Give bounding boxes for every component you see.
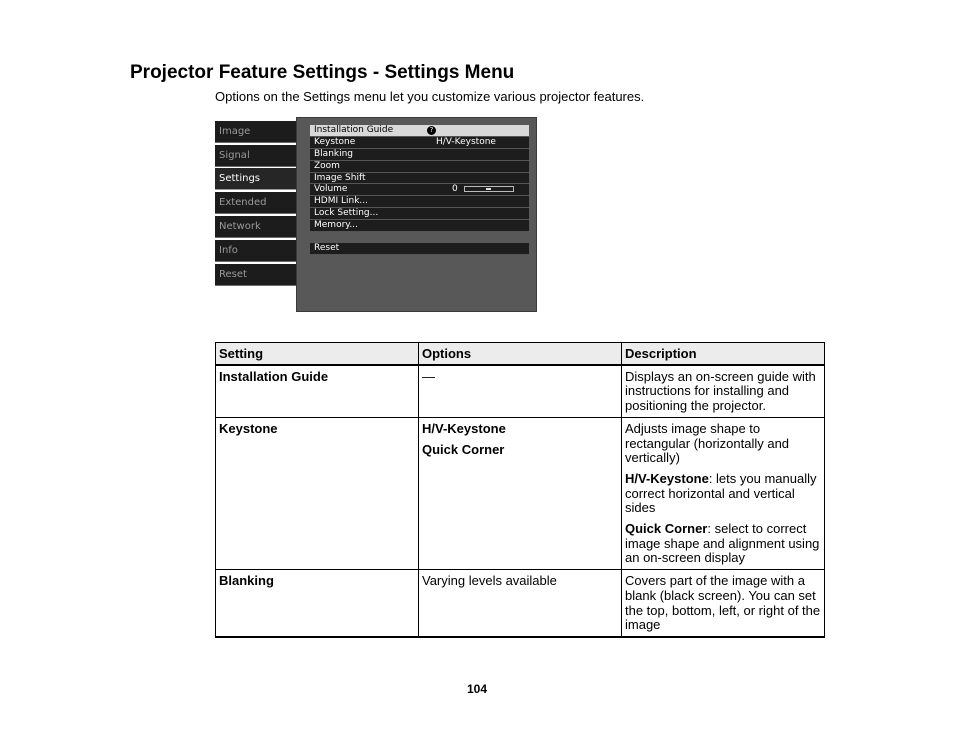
volume-slider: [464, 186, 514, 192]
osd-item-memory: [310, 220, 529, 232]
osd-tab-extended: Extended: [215, 192, 297, 214]
column-header-setting: Setting: [216, 343, 419, 365]
description-cell: [622, 417, 825, 569]
osd-item-lock-setting: [310, 208, 529, 220]
setting-cell: Blanking: [216, 570, 419, 637]
osd-item-hdmi-link: [310, 196, 529, 208]
osd-item-image-shift: [310, 173, 529, 185]
page-title: Projector Feature Settings - Settings Menu: [130, 62, 515, 83]
osd-item-reset: [310, 243, 529, 255]
table-header-row: [216, 343, 825, 365]
description-note: [625, 522, 821, 566]
description-cell: Displays an on-screen guide with instructions for installing and positioning the projector.: [622, 365, 825, 418]
note-text: : lets you manually correct horizontal and vertical sides: [625, 470, 817, 516]
column-header-options: Options: [419, 343, 622, 365]
column-header-description: Description: [622, 343, 825, 365]
osd-item-label: Reset: [314, 243, 340, 254]
osd-item-installation-guide: [310, 125, 529, 137]
settings-menu-screenshot: [215, 117, 537, 312]
osd-tab-network: Network: [215, 216, 297, 238]
setting-cell: Installation Guide: [216, 365, 419, 418]
osd-item-zoom: [310, 161, 529, 173]
note-text: : select to correct image shape and alignment using an on-screen display: [625, 521, 820, 566]
osd-item-label: Lock Setting...: [314, 208, 379, 219]
osd-tab-info: Info: [215, 240, 297, 262]
options-cell: Varying levels available: [419, 570, 622, 637]
table-row: [216, 570, 825, 637]
osd-volume-value: 0: [452, 184, 458, 195]
osd-settings-panel: [296, 117, 537, 312]
osd-item-label: Keystone: [314, 136, 356, 147]
page-number: 104: [466, 682, 488, 696]
option-value: H/V-Keystone: [422, 420, 506, 436]
osd-tab-reset: Reset: [215, 264, 297, 286]
table-row: [216, 365, 825, 418]
help-icon: ?: [427, 126, 436, 135]
osd-item-label: Zoom: [314, 160, 340, 171]
osd-tab-signal: Signal: [215, 145, 297, 167]
osd-item-label: Memory...: [314, 220, 358, 231]
description-note: [625, 472, 821, 516]
option-value: Quick Corner: [422, 441, 505, 457]
osd-tab-image: Image: [215, 121, 297, 143]
osd-item-volume: [310, 184, 529, 196]
description-cell: Covers part of the image with a blank (black screen). You can set the top, bottom, left, or right of the image: [622, 570, 825, 637]
options-cell: [419, 417, 622, 569]
note-term: Quick Corner: [625, 521, 708, 537]
osd-item-label: Installation Guide: [314, 125, 394, 135]
osd-menu-list: [310, 125, 529, 255]
settings-table: [215, 342, 825, 638]
osd-item-blanking: [310, 149, 529, 161]
osd-item-label: Blanking: [314, 148, 354, 159]
volume-slider-knob: [486, 188, 491, 190]
intro-text: Options on the Settings menu let you customize various projector features.: [215, 89, 645, 104]
note-term: H/V-Keystone: [625, 470, 709, 486]
description-text: Adjusts image shape to rectangular (horizontally and vertically): [625, 420, 790, 466]
osd-item-label: HDMI Link...: [314, 196, 368, 207]
options-cell: —: [419, 365, 622, 418]
osd-item-keystone: [310, 137, 529, 149]
osd-keystone-value: H/V-Keystone: [436, 136, 496, 147]
setting-cell: Keystone: [216, 417, 419, 569]
osd-spacer: [310, 232, 529, 243]
osd-tab-settings: Settings: [215, 168, 303, 190]
osd-item-label: Volume: [314, 184, 348, 195]
table-row: [216, 417, 825, 569]
osd-item-label: Image Shift: [314, 172, 366, 183]
